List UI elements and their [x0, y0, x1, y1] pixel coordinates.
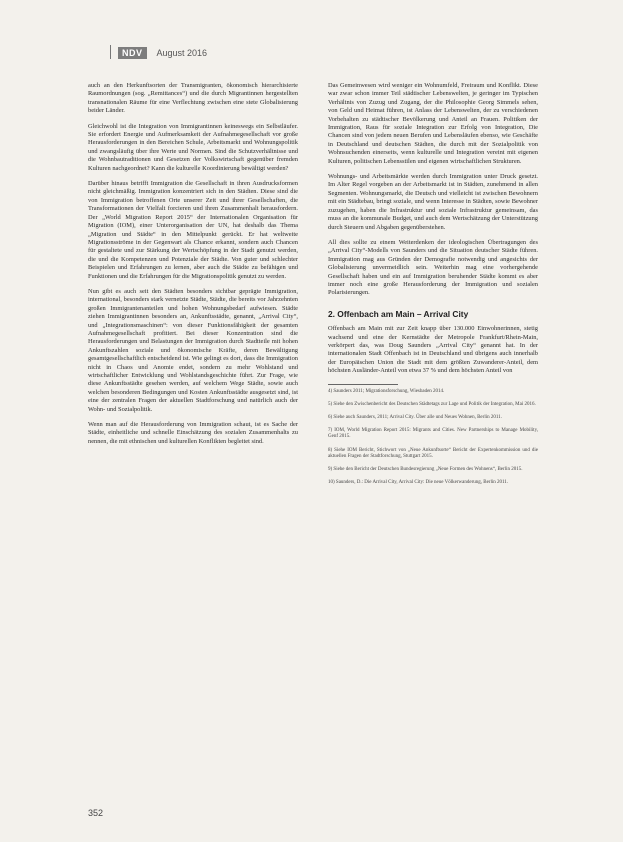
paragraph: Wohnungs- und Arbeitsmärkte werden durch Immigration unter Druck gesetzt. Im Alter Regel vorgeben an der Arbeitsmarkt ist in Städten, zunehmend in allen Segmenten. Wohnungsmarkt, die Deutsch und vielleicht ist zwischen Bewohnern mit ein Städtebau, bringt soziale, und wenn Interesse in Städten, sowie Bewohner zuzugehen, haben die Infrastruktur und soziale Infrastruktur gemeinsam, das muss an die kommunale Budget, und auch dem Wertschätzung der Unterstützung durch Steuern und Abgaben gegenüberstehen. — [328, 173, 538, 231]
footnote: 10) Saunders, D.: Die Arrival City, Arrival City: Die neue Völkerwanderung, Berlin 2011. — [328, 480, 509, 486]
footnote-divider — [328, 384, 398, 385]
footnote: 6) Siehe auch Saunders, 2011; Arrival City. Über alle und Neues Wohnen, Berlin 2011. — [328, 415, 502, 420]
issue-date: August 2016 — [156, 48, 208, 58]
paragraph: Darüber hinaus betrifft Immigration die Gesellschaft in ihren Ausdrucksformen nicht gleichmäßig. Immigration konzentriert sich in den Städten. Diese sind die von Immigration betroffenen Orte unserer Zeit und ihrer Gesellschaften, die Transformationen der Vielfalt forcieren und ihren Zusammenhalt herausfordern. Der „World Migration Report 2015“ der Internationalen Organisation für Migration (IOM), einer Unterorganisation der UN, hat deshalb das Thema „Migration und Städte“ in den Mittelpunkt gerückt. Er hat weltweite Migrationsströme in der Gegenwart als Chance erkannt, sondern auch Chancen für gestaltete und zur Stärkung der Wertschöpfung in der Stadt genutzt werden, die und die Kompetenzen und Potenziale der Städte. Von guter und schlechter Beispielen und Erfahrungen zu lernen, aber auch die Städte zu befähigen und Funktionen und die Erfahrungen für die Migrationspolitik genutzt zu werden. — [88, 180, 298, 280]
footnote: 9) Siehe den Bericht der Deutschen Bundesregierung „Neue Formen des Wohnens“, Berlin 2015. — [328, 467, 523, 473]
section-heading: 2. Offenbach am Main – Arrival City — [328, 308, 469, 319]
journal-logo: NDV — [118, 47, 147, 59]
paragraph: Nun gibt es auch seit den Städten besonders sichtbar geprägte Immigration, international, besonders stark vernetzte Städte, Städte, die bereits vor Jahrzehnten großen Immigrantenanteilen und hohen Wohnungsbedarf aufwiesen. Städte ziehen Immigrantinnen besonders an, Ankunftsstädte, genannt, „Arrival City“, und „Integrationsmaschinen“: von dieser Funktionsfähigkeit der gesamten Aufnahmegesellschaft profitiert. Bei dieser Konzentration sind die Herausforderungen und Belastungen der Immigration durch Stadtteile mit hohen Ankunftszahlen soziale und ökonomische Kräfte, deren Bewältigung gesamtgesellschaftlich entscheidend ist. Wie gelingt es dort, dass die Immigration nicht in Chaos und Anomie endet, sondern zu mehr Wohlstand und wirtschaftlicher Entwicklung und Wohlstandsgeschichte führt. Zur Frage, wie diese Ankunftsstädte gesehen werden, auf welchem Wege Städte, sowie auch welchen besonderen Bedingungen und Kosten Ankunftsstädte ausgesetzt sind, ist eine der zentralen Fragen der aktuellen Stadtforschung und natürlich auch der Wohn- und Sozialpolitik. — [88, 287, 298, 413]
left-column — [88, 82, 298, 453]
paragraph: Gleichwohl ist die Integration von Immigrantinnen keineswegs ein Selbstläufer. Sie erfordert Energie und Aufmerksamkeit der Aufnahmegesellschaft vor große Herausforderungen in den Bereichen Schule, Arbeitsmarkt und Wohnungspolitik und zwangsläufig über ihre Werte und Normen. Sind die Schutzverhältnisse und die Wohnbautraditionen und Gesetzen der Volkswirtschaft gegenüber fremden Kulturen nachgeordnet? Kann die kulturelle Koordinierung bewältigt werden? — [88, 122, 298, 172]
paragraph: auch an den Herkunftsorten der Transmigranten, ökonomisch hierarchisierte Raumordnungen (sog. „Remittances“) und die durch Migrantinnen hergestellten transnationalen Räume für eine Verflechtung zwischen eine stete Globalisierung beider Länder. — [88, 82, 298, 115]
footnote: 4) Saunders 2011; Migrationsforschung, Wiesbaden 2014. — [328, 388, 445, 394]
page-number: 352 — [88, 808, 104, 818]
footnote: 5) Siehe den Zwischenbericht des Deutschen Städtetags zur Lage und Politik der Integration, Mai 2016. — [328, 401, 536, 407]
page-header — [118, 47, 207, 59]
header-divider — [110, 45, 111, 59]
footnote: 7) IOM, World Migration Report 2015: Migrants and Cities. New Partnerships to Manage Mobility, Genf 2015. — [328, 428, 538, 440]
paragraph: All dies sollte zu einem Weiterdenken der ideologischen Übertragungen des „Arrival City“-Modells von Saunders und die Situation deutscher Städte führen. Immigration mag aus Gründen der Demografie notwendig und angesichts der Globalisierung unvermeidlich sein. Weiterhin mag eine vorhergehende Gesellschaft haben und ein auf Immigration beruhender Städte kommt es aber immer noch eine große Herausforderung der Immigration und sozialen Polarisierungen. — [328, 238, 538, 297]
paragraph: Offenbach am Main mit zur Zeit knapp über 130.000 Einwohnerinnen, stetig wachsend und eine der Kernstädte der Metropole Frankfurt/Rhein-Main, verkörpert das, was Doug Saunders „Arrival City“ genannt hat. In der internationalen Stadt Offenbach ist in Deutschland und übrigens auch innerhalb der Europäischen Union die Stadt mit dem größten Zuwanderer-Anteil, dem höchsten Ausländer-Anteil von etwa 37 % und dem höchsten Anteil von — [328, 325, 538, 375]
right-column — [328, 82, 538, 493]
paragraph: Das Gemeinwesen wird weniger ein Wohnumfeld, Freiraum und Konflikt. Diese war zwar schon immer Teil städtischer Lebenswelten, je geringer im Typischen Verhältnis von Zuzug und Zugang, der die Philosophie Georg Simmels sehen, von Geld und Heimat führen, ist Anlass der Lebenswelten, der zu verschiedenen Vorbehalten zu städtischer Bevölkerung und Anteil an Frauen. Politiken der Immigration, Raus für soziale Integration zur Erfolg von Integration, Die Chancen sind von jedem neuen Berufen und Lebensläufen ebenso, wie Geschäfte in Deutschland und deutschen Städten, die durch mit der Sozialpolitik von Wohnsuchenden einerseits, wenn kulturelle und Integration vereint mit eigenen Kulturen, politischen Lebensstilen und eigenen wirtschaftlichen Strukturen. — [328, 82, 538, 165]
footnote: 8) Siehe IOM Bericht, Stichwort von „Neue Ankunftsorte“ Bericht der Expertenkommission und die aktuellen Fragen der Stadtforschung, Stuttgart 2015. — [328, 447, 538, 459]
paragraph: Wenn man auf die Herausforderung von Immigration schaut, ist es Sache der Städte, einheitliche und schnelle Einschätzung des sozialen Zusammenhalts zu nennen, die mit ethnischen und kulturellen Konflikten begleitet sind. — [88, 421, 298, 445]
